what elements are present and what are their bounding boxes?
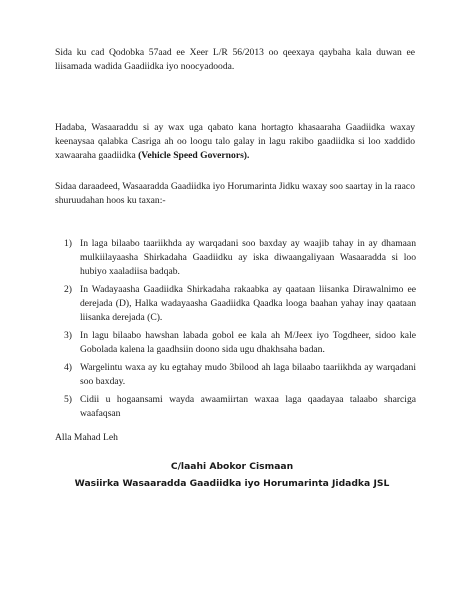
signatory-name: C/laahi Abokor Cismaan [170,461,294,472]
closing-line: Alla Mahad Leh [55,432,118,443]
signatory-title: Wasiirka Wasaaradda Gaadiidka iyo Horumarinta Jidadka JSL [74,478,390,489]
list-item-number: 3) [64,330,72,341]
governors-paragraph [55,121,415,163]
intro-paragraph: Sida ku cad Qodobka 57aad ee Xeer L/R 56/2013 oo qeexaya qaybaha kala duwan ee liisamada wadida Gaadiidka iyo noocyadooda. [55,47,415,72]
list-item [64,329,416,357]
list-item-text: In laga bilaabo taariikhda ay warqadani soo baxday ay waajib tahay in ay dhamaan mulkiilayaasha Shirkadaha Gaadiidku ay iska diwaangaliyaan Wasaaradda si loo hubiyo xaaladiisa badqab. [80,238,416,277]
list-item [64,393,416,421]
governors-paragraph-text: Hadaba, Wasaaraddu si ay wax uga qabato kana hortagto khasaaraha Gaadiidka waxay keenaysaa qalabka Casriga ah oo loogu talo galay in lagu rakibo gaadiidka si loo xaddido xawaaraha gaadiidka [55,122,415,161]
governors-paragraph-bold: (Vehicle Speed Governors). [138,150,250,161]
list-item-number: 5) [64,394,72,405]
list-item [64,237,416,279]
list-item-number: 2) [64,284,72,295]
list-item [64,283,416,325]
list-item-text: In lagu bilaabo hawshan labada gobol ee kala ah M/Jeex iyo Togdheer, sidoo kale Gobolada kalena la gaadhsiin doono sida ugu dhakhsaha badan. [80,330,416,355]
list-item-text: Wargelintu waxa ay ku egtahay mudo 3bilood ah laga bilaabo taariikhda ay warqadani soo baxday. [80,362,416,387]
list-item-number: 1) [64,238,72,249]
list-item-text: Cidii u hogaansami wayda awaamiirtan waxaa laga qaadayaa talaabo sharciga waafaqsan [80,394,416,419]
list-item-text: In Wadayaasha Gaadiidka Shirkadaha rakaabka ay qaataan liisanka Dirawalnimo ee derejada (D), Halka wadayaasha Gaadiidka Qaadka looga baahan yahay inay qaataan liisanka derejada (C). [80,284,416,323]
requirements-list [64,237,416,425]
list-item [64,361,416,389]
requirements-intro: Sidaa daraadeed, Wasaaradda Gaadiidka iyo Horumarinta Jidku waxay soo saartay in la raaco shuruudahan hoos ku taxan:- [55,181,415,206]
list-item-number: 4) [64,362,72,373]
